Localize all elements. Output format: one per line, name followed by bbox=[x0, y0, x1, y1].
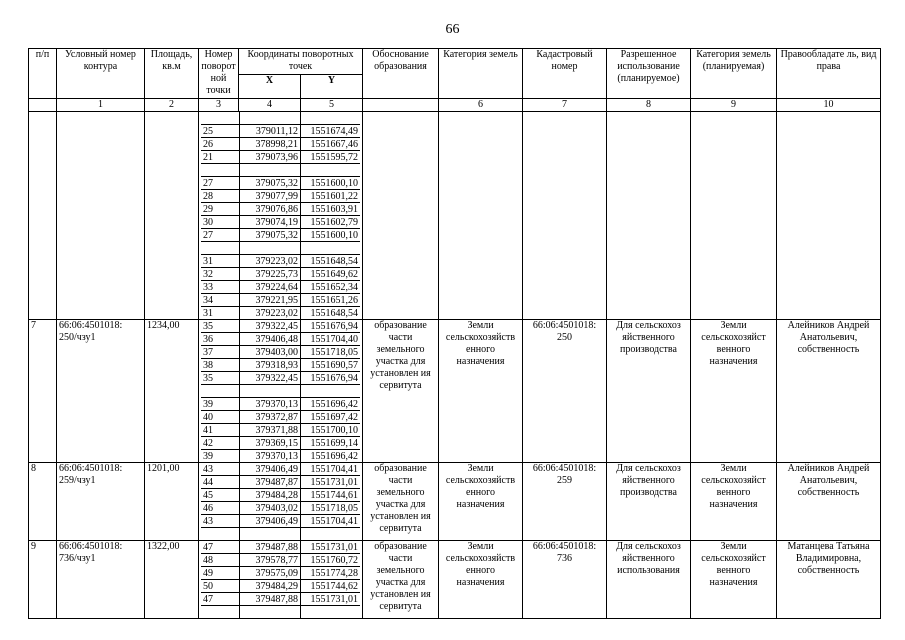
column-number: 8 bbox=[607, 99, 691, 112]
point-number: 50 bbox=[201, 580, 240, 593]
column-number: 3 bbox=[199, 99, 239, 112]
planned-category: Земли сельскохозяйст венного назначения bbox=[691, 463, 777, 541]
x-coordinate bbox=[240, 164, 301, 177]
point-number bbox=[201, 385, 240, 398]
coordinate-row bbox=[201, 385, 360, 398]
coordinate-row bbox=[201, 112, 360, 125]
coordinate-row bbox=[201, 138, 360, 151]
y-coordinate bbox=[301, 385, 361, 398]
area-value: 1234,00 bbox=[145, 320, 199, 463]
cadastral-number: 66:06:4501018: 250 bbox=[523, 320, 607, 463]
coordinates-cell bbox=[199, 320, 363, 463]
point-number: 39 bbox=[201, 450, 240, 463]
land-category: Земли сельскохозяйств енного назначения bbox=[439, 320, 523, 463]
y-coordinate: 1551704,40 bbox=[301, 333, 361, 346]
y-coordinate: 1551744,62 bbox=[301, 580, 361, 593]
y-coordinate: 1551652,34 bbox=[301, 281, 361, 294]
coordinate-row bbox=[201, 190, 360, 203]
coordinate-row bbox=[201, 411, 360, 424]
coordinate-row bbox=[201, 281, 360, 294]
x-coordinate bbox=[240, 528, 301, 541]
y-coordinate: 1551649,62 bbox=[301, 268, 361, 281]
coordinate-row bbox=[201, 216, 360, 229]
x-coordinate: 379484,28 bbox=[240, 489, 301, 502]
land-registry-table bbox=[28, 48, 881, 619]
coordinate-row bbox=[201, 333, 360, 346]
y-coordinate: 1551700,10 bbox=[301, 424, 361, 437]
coordinate-row bbox=[201, 255, 360, 268]
x-coordinate: 379225,73 bbox=[240, 268, 301, 281]
y-coordinate: 1551731,01 bbox=[301, 476, 361, 489]
y-coordinate: 1551718,05 bbox=[301, 346, 361, 359]
coordinates-subtable bbox=[201, 541, 360, 618]
point-number: 42 bbox=[201, 437, 240, 450]
y-coordinate: 1551696,42 bbox=[301, 450, 361, 463]
y-coordinate: 1551697,42 bbox=[301, 411, 361, 424]
x-coordinate: 379011,12 bbox=[240, 125, 301, 138]
cell-blank bbox=[777, 112, 881, 320]
x-coordinate: 379322,45 bbox=[240, 372, 301, 385]
cell-blank bbox=[57, 112, 145, 320]
coordinate-row bbox=[201, 164, 360, 177]
column-number-blank bbox=[363, 99, 439, 112]
coordinate-row bbox=[201, 229, 360, 242]
cell-blank bbox=[523, 112, 607, 320]
x-coordinate: 379575,09 bbox=[240, 567, 301, 580]
point-number: 27 bbox=[201, 177, 240, 190]
coordinate-row bbox=[201, 554, 360, 567]
permitted-use: Для сельскохоз яйственного производства bbox=[607, 320, 691, 463]
planned-category: Земли сельскохозяйст венного назначения bbox=[691, 320, 777, 463]
table-row bbox=[29, 320, 881, 463]
row-number: 9 bbox=[29, 541, 57, 619]
coordinate-row bbox=[201, 567, 360, 580]
coordinate-row bbox=[201, 528, 360, 541]
contour-number: 66:06:4501018: 259/чзу1 bbox=[57, 463, 145, 541]
land-category: Земли сельскохозяйств енного назначения bbox=[439, 541, 523, 619]
y-coordinate: 1551718,05 bbox=[301, 502, 361, 515]
area-value: 1322,00 bbox=[145, 541, 199, 619]
rights-holder: Алейников Андрей Анатольевич, собственность bbox=[777, 320, 881, 463]
y-coordinate: 1551760,72 bbox=[301, 554, 361, 567]
point-number: 48 bbox=[201, 554, 240, 567]
point-number: 47 bbox=[201, 541, 240, 554]
x-coordinate: 379224,64 bbox=[240, 281, 301, 294]
column-number: 5 bbox=[301, 99, 363, 112]
coordinates-subtable bbox=[201, 112, 360, 319]
coordinate-row bbox=[201, 502, 360, 515]
cell-blank bbox=[607, 112, 691, 320]
y-coordinate: 1551676,94 bbox=[301, 372, 361, 385]
x-coordinate: 379403,02 bbox=[240, 502, 301, 515]
x-coordinate bbox=[240, 242, 301, 255]
header-pp: п/п bbox=[29, 49, 57, 99]
page-number: 66 bbox=[445, 22, 460, 37]
y-coordinate: 1551704,41 bbox=[301, 515, 361, 528]
header-point: Номер поворот ной точки bbox=[199, 49, 239, 99]
column-number: 6 bbox=[439, 99, 523, 112]
cadastral-number: 66:06:4501018: 259 bbox=[523, 463, 607, 541]
coordinate-row bbox=[201, 151, 360, 164]
coordinate-row bbox=[201, 294, 360, 307]
y-coordinate: 1551600,10 bbox=[301, 177, 361, 190]
y-coordinate: 1551648,54 bbox=[301, 255, 361, 268]
point-number: 30 bbox=[201, 216, 240, 229]
coordinates-cell bbox=[199, 463, 363, 541]
x-coordinate: 379370,13 bbox=[240, 398, 301, 411]
header-planned-category: Категория земель (планируемая) bbox=[691, 49, 777, 99]
point-number: 31 bbox=[201, 307, 240, 320]
coordinate-row bbox=[201, 476, 360, 489]
header-owner: Правообладате ль, вид права bbox=[777, 49, 881, 99]
x-coordinate: 379223,02 bbox=[240, 307, 301, 320]
header-y: Y bbox=[301, 75, 363, 99]
coordinate-row bbox=[201, 242, 360, 255]
x-coordinate: 379370,13 bbox=[240, 450, 301, 463]
contour-number: 66:06:4501018: 250/чзу1 bbox=[57, 320, 145, 463]
point-number: 38 bbox=[201, 359, 240, 372]
formation-basis: образование части земельного участка для установлен ия сервитута bbox=[363, 320, 439, 463]
x-coordinate: 379318,93 bbox=[240, 359, 301, 372]
cell-blank bbox=[363, 112, 439, 320]
column-number: 7 bbox=[523, 99, 607, 112]
coordinate-row bbox=[201, 177, 360, 190]
y-coordinate bbox=[301, 112, 361, 125]
point-number bbox=[201, 164, 240, 177]
y-coordinate: 1551651,26 bbox=[301, 294, 361, 307]
coordinate-row bbox=[201, 125, 360, 138]
x-coordinate: 379075,32 bbox=[240, 177, 301, 190]
x-coordinate: 379076,86 bbox=[240, 203, 301, 216]
x-coordinate: 379075,32 bbox=[240, 229, 301, 242]
coordinate-row bbox=[201, 606, 360, 619]
coordinate-row bbox=[201, 463, 360, 476]
point-number: 37 bbox=[201, 346, 240, 359]
column-number: 10 bbox=[777, 99, 881, 112]
y-coordinate: 1551600,10 bbox=[301, 229, 361, 242]
column-number: 9 bbox=[691, 99, 777, 112]
x-coordinate: 379406,49 bbox=[240, 515, 301, 528]
point-number: 35 bbox=[201, 320, 240, 333]
point-number: 21 bbox=[201, 151, 240, 164]
x-coordinate: 379322,45 bbox=[240, 320, 301, 333]
formation-basis: образование части земельного участка для установлен ия сервитута bbox=[363, 541, 439, 619]
y-coordinate: 1551603,91 bbox=[301, 203, 361, 216]
column-number: 1 bbox=[57, 99, 145, 112]
cadastral-number: 66:06:4501018: 736 bbox=[523, 541, 607, 619]
formation-basis: образование части земельного участка для установлен ия сервитута bbox=[363, 463, 439, 541]
x-coordinate: 379074,19 bbox=[240, 216, 301, 229]
point-number: 35 bbox=[201, 372, 240, 385]
x-coordinate: 379406,49 bbox=[240, 463, 301, 476]
header-coords: Координаты поворотных точек bbox=[239, 49, 363, 75]
y-coordinate: 1551731,01 bbox=[301, 593, 361, 606]
x-coordinate: 379369,15 bbox=[240, 437, 301, 450]
coordinates-subtable bbox=[201, 320, 360, 462]
coordinate-row bbox=[201, 424, 360, 437]
point-number bbox=[201, 112, 240, 125]
coordinate-row bbox=[201, 307, 360, 320]
header-contour: Условный номер контура bbox=[57, 49, 145, 99]
x-coordinate: 378998,21 bbox=[240, 138, 301, 151]
coordinate-row bbox=[201, 437, 360, 450]
coordinate-row bbox=[201, 541, 360, 554]
x-coordinate: 379487,88 bbox=[240, 541, 301, 554]
x-coordinate: 379578,77 bbox=[240, 554, 301, 567]
y-coordinate: 1551699,14 bbox=[301, 437, 361, 450]
point-number: 36 bbox=[201, 333, 240, 346]
coordinates-cell bbox=[199, 541, 363, 619]
column-number-blank bbox=[29, 99, 57, 112]
y-coordinate: 1551595,72 bbox=[301, 151, 361, 164]
x-coordinate bbox=[240, 385, 301, 398]
y-coordinate: 1551676,94 bbox=[310, 320, 358, 332]
coordinate-row bbox=[201, 489, 360, 502]
y-coordinate bbox=[301, 606, 361, 619]
coordinates-cell bbox=[199, 112, 363, 320]
point-number: 26 bbox=[201, 138, 240, 151]
x-coordinate: 379371,88 bbox=[240, 424, 301, 437]
x-coordinate: 379487,88 bbox=[240, 593, 301, 606]
x-coordinate: 379223,02 bbox=[240, 255, 301, 268]
y-coordinate: 1551601,22 bbox=[301, 190, 361, 203]
coordinate-row bbox=[201, 593, 360, 606]
point-number: 40 bbox=[201, 411, 240, 424]
point-number: 41 bbox=[201, 424, 240, 437]
permitted-use: Для сельскохоз яйственного использования bbox=[607, 541, 691, 619]
table-row bbox=[29, 463, 881, 541]
point-number: 31 bbox=[201, 255, 240, 268]
rights-holder: Алейников Андрей Анатольевич, собственность bbox=[777, 463, 881, 541]
y-coordinate: 1551674,49 bbox=[301, 125, 361, 138]
point-number: 43 bbox=[201, 463, 240, 476]
point-number: 33 bbox=[201, 281, 240, 294]
header-cadastral: Кадастровый номер bbox=[523, 49, 607, 99]
y-coordinate: 1551667,46 bbox=[301, 138, 361, 151]
coordinate-row bbox=[201, 450, 360, 463]
point-number: 28 bbox=[201, 190, 240, 203]
row-number: 7 bbox=[29, 320, 57, 463]
point-number: 27 bbox=[201, 229, 240, 242]
coordinate-row bbox=[201, 203, 360, 216]
permitted-use: Для сельскохоз яйственного производства bbox=[607, 463, 691, 541]
cell-blank bbox=[29, 112, 57, 320]
planned-category: Земли сельскохозяйст венного назначения bbox=[691, 541, 777, 619]
x-coordinate: 379073,96 bbox=[240, 151, 301, 164]
cell-blank bbox=[145, 112, 199, 320]
coordinate-row bbox=[201, 359, 360, 372]
point-number bbox=[201, 242, 240, 255]
coordinate-row bbox=[201, 320, 360, 333]
column-number: 2 bbox=[145, 99, 199, 112]
header-area: Площадь, кв.м bbox=[145, 49, 199, 99]
x-coordinate bbox=[240, 112, 301, 125]
header-basis: Обоснование образования bbox=[363, 49, 439, 99]
y-coordinate: 1551690,57 bbox=[301, 359, 361, 372]
header-permitted-use: Разрешенное использование (планируемое) bbox=[607, 49, 691, 99]
x-coordinate: 379403,00 bbox=[240, 346, 301, 359]
x-coordinate: 379077,99 bbox=[240, 190, 301, 203]
area-value: 1201,00 bbox=[145, 463, 199, 541]
point-number: 43 bbox=[201, 515, 240, 528]
coordinate-row bbox=[201, 346, 360, 359]
coordinate-row bbox=[201, 580, 360, 593]
coordinate-row bbox=[201, 372, 360, 385]
point-number: 29 bbox=[201, 203, 240, 216]
y-coordinate bbox=[301, 242, 361, 255]
point-number: 49 bbox=[201, 567, 240, 580]
coordinates-subtable bbox=[201, 463, 360, 540]
y-coordinate: 1551704,41 bbox=[310, 463, 358, 475]
y-coordinate: 1551696,42 bbox=[301, 398, 361, 411]
land-category: Земли сельскохозяйств енного назначения bbox=[439, 463, 523, 541]
x-coordinate: 379406,48 bbox=[240, 333, 301, 346]
cell-blank bbox=[691, 112, 777, 320]
point-number: 45 bbox=[201, 489, 240, 502]
point-number: 46 bbox=[201, 502, 240, 515]
x-coordinate: 379484,29 bbox=[240, 580, 301, 593]
point-number bbox=[201, 606, 240, 619]
cell-blank bbox=[439, 112, 523, 320]
y-coordinate: 1551648,54 bbox=[301, 307, 361, 320]
point-number: 47 bbox=[201, 593, 240, 606]
y-coordinate bbox=[301, 528, 361, 541]
rights-holder: Матанцева Татьяна Владимировна, собственность bbox=[777, 541, 881, 619]
column-number-row bbox=[29, 99, 881, 112]
y-coordinate: 1551744,61 bbox=[301, 489, 361, 502]
x-coordinate: 379372,87 bbox=[240, 411, 301, 424]
coordinate-row bbox=[201, 515, 360, 528]
coordinate-row bbox=[201, 398, 360, 411]
row-number: 8 bbox=[29, 463, 57, 541]
point-number: 34 bbox=[201, 294, 240, 307]
continuation-row bbox=[29, 112, 881, 320]
header-land-category: Категория земель bbox=[439, 49, 523, 99]
y-coordinate: 1551602,79 bbox=[301, 216, 361, 229]
header-x: X bbox=[239, 75, 301, 99]
y-coordinate: 1551774,28 bbox=[301, 567, 361, 580]
x-coordinate: 379487,87 bbox=[240, 476, 301, 489]
x-coordinate: 379221,95 bbox=[240, 294, 301, 307]
y-coordinate bbox=[301, 164, 361, 177]
point-number: 32 bbox=[201, 268, 240, 281]
x-coordinate bbox=[240, 606, 301, 619]
point-number: 44 bbox=[201, 476, 240, 489]
point-number: 25 bbox=[201, 125, 240, 138]
coordinate-row bbox=[201, 268, 360, 281]
table-row bbox=[29, 541, 881, 619]
contour-number: 66:06:4501018: 736/чзу1 bbox=[57, 541, 145, 619]
column-number: 4 bbox=[239, 99, 301, 112]
point-number bbox=[201, 528, 240, 541]
point-number: 39 bbox=[201, 398, 240, 411]
y-coordinate: 1551731,01 bbox=[310, 541, 358, 553]
